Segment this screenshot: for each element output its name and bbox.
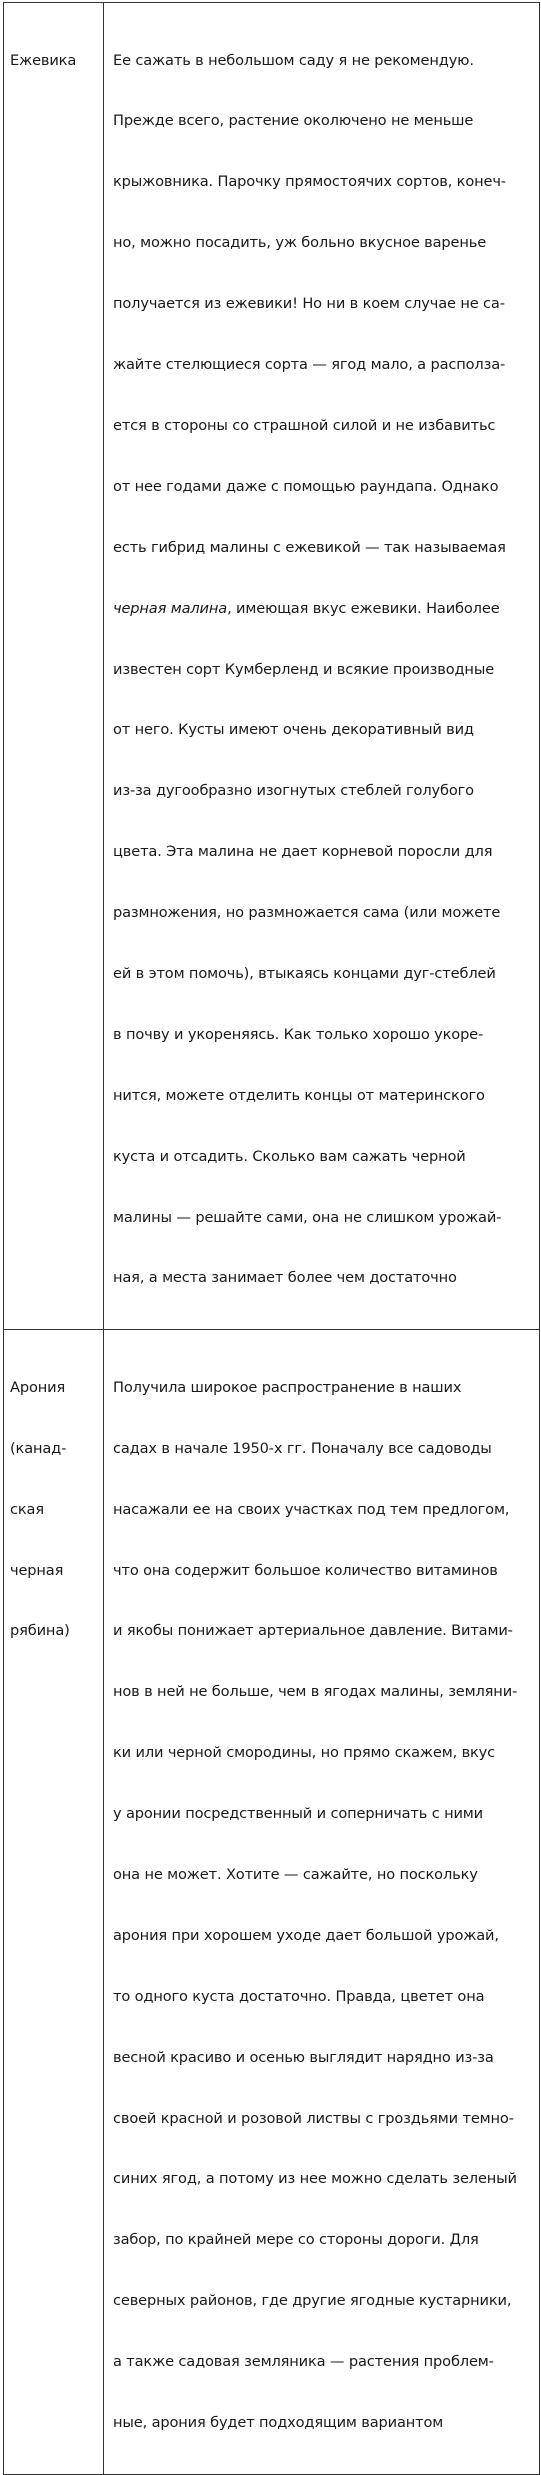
plant-name-cell — [4, 1330, 104, 2475]
description-line: ные, арония будет подходящим вариантом — [113, 2414, 444, 2432]
plant-description — [104, 3, 539, 1329]
description-line: получается из ежевики! Но ни в коем случае не са- — [113, 295, 505, 313]
description-line: весной красиво и осенью выглядит нарядно из-за — [113, 2048, 494, 2066]
plant-name — [4, 3, 103, 111]
plant-description-cell — [104, 1330, 540, 2475]
description-line: размножения, но размножается сама (или можете — [113, 904, 501, 922]
plant-description — [104, 1330, 539, 2474]
description-line: арония при хорошем уходе дает большой урожай, — [113, 1926, 499, 1944]
description-line: и якобы понижает артериальное давление. Витами- — [113, 1622, 513, 1640]
description-line: от нее годами даже с помощью раундапа. Однако — [113, 477, 499, 495]
description-line: цвета. Эта малина не дает корневой поросли для — [113, 843, 493, 861]
description-line: нится, можете отделить концы от материнского — [113, 1086, 485, 1104]
description-line: из-за дугообразно изогнутых стеблей голубого — [113, 782, 474, 800]
description-line: синих ягод, а потому из нее можно сделать зеленый — [113, 2170, 517, 2188]
description-line: малины — решайте сами, она не слишком урожай- — [113, 1208, 502, 1226]
plant-name-line: рябина) — [10, 1622, 70, 1640]
description-line: куста и отсадить. Сколько вам сажать черной — [113, 1147, 466, 1165]
description-line: своей красной и розовой листвы с гроздьями темно- — [113, 2109, 514, 2127]
description-line: у аронии посредственный и соперничать с ними — [113, 1805, 483, 1823]
description-line: северных районов, где другие ягодные кустарники, — [113, 2292, 512, 2310]
description-line: Ее сажать в небольшом саду я не рекомендую. — [113, 51, 474, 69]
description-line: ки или черной смородины, но прямо скажем, вкус — [113, 1744, 496, 1762]
description-line: известен сорт Кумберленд и всякие производные — [113, 660, 495, 678]
plant-name-line: Арония — [10, 1378, 66, 1396]
description-line: есть гибрид малины с ежевикой — так называемая — [113, 538, 506, 556]
italic-term: черная малина — [113, 599, 228, 617]
description-line: ная, а места занимает более чем достаточно — [113, 1269, 457, 1287]
description-line: от него. Кусты имеют очень декоративный вид — [113, 721, 474, 739]
description-line: ей в этом помочь), втыкаясь концами дуг-стеблей — [113, 964, 496, 982]
description-line: а также садовая земляника — растения проблем- — [113, 2353, 494, 2371]
description-line: ется в стороны со страшной силой и не избавитьс — [113, 416, 496, 434]
description-line: она не может. Хотите — сажайте, но поскольку — [113, 1866, 478, 1884]
description-line: то одного куста достаточно. Правда, цветет она — [113, 1987, 485, 2005]
description-line: но, можно посадить, уж больно вкусное варенье — [113, 234, 487, 252]
plant-name-line: ская — [10, 1500, 44, 1518]
plant-name — [4, 1330, 103, 1682]
plant-name-line: черная — [10, 1561, 64, 1579]
description-line: Прежде всего, растение околючено не меньше — [113, 112, 474, 130]
plant-table — [3, 2, 540, 2475]
description-line: в почву и укореняясь. Как только хорошо укоре- — [113, 1025, 484, 1043]
description-line: садах в начале 1950-х гг. Поначалу все садоводы — [113, 1439, 492, 1457]
plant-name-line: (канад- — [10, 1439, 67, 1457]
description-line: насажали ее на своих участках под тем предлогом, — [113, 1500, 510, 1518]
description-line: Получила широкое распространение в наших — [113, 1378, 462, 1396]
table-row — [4, 1330, 540, 2475]
plant-name-line: Ежевика — [10, 51, 77, 69]
description-line: крыжовника. Парочку прямостоячих сортов, конеч- — [113, 173, 506, 191]
plant-name-cell — [4, 3, 104, 1330]
description-line-rest: , имеющая вкус ежевики. Наиболее — [227, 599, 500, 617]
description-line: нов в ней не больше, чем в ягодах малины, земляни- — [113, 1683, 518, 1701]
description-line: что она содержит большое количество витаминов — [113, 1561, 498, 1579]
plant-description-cell — [104, 3, 540, 1330]
description-line — [113, 599, 539, 619]
description-line: забор, по крайней мере со стороны дороги. Для — [113, 2231, 479, 2249]
table-row — [4, 3, 540, 1330]
description-line: жайте стелющиеся сорта — ягод мало, а располза- — [113, 356, 506, 374]
